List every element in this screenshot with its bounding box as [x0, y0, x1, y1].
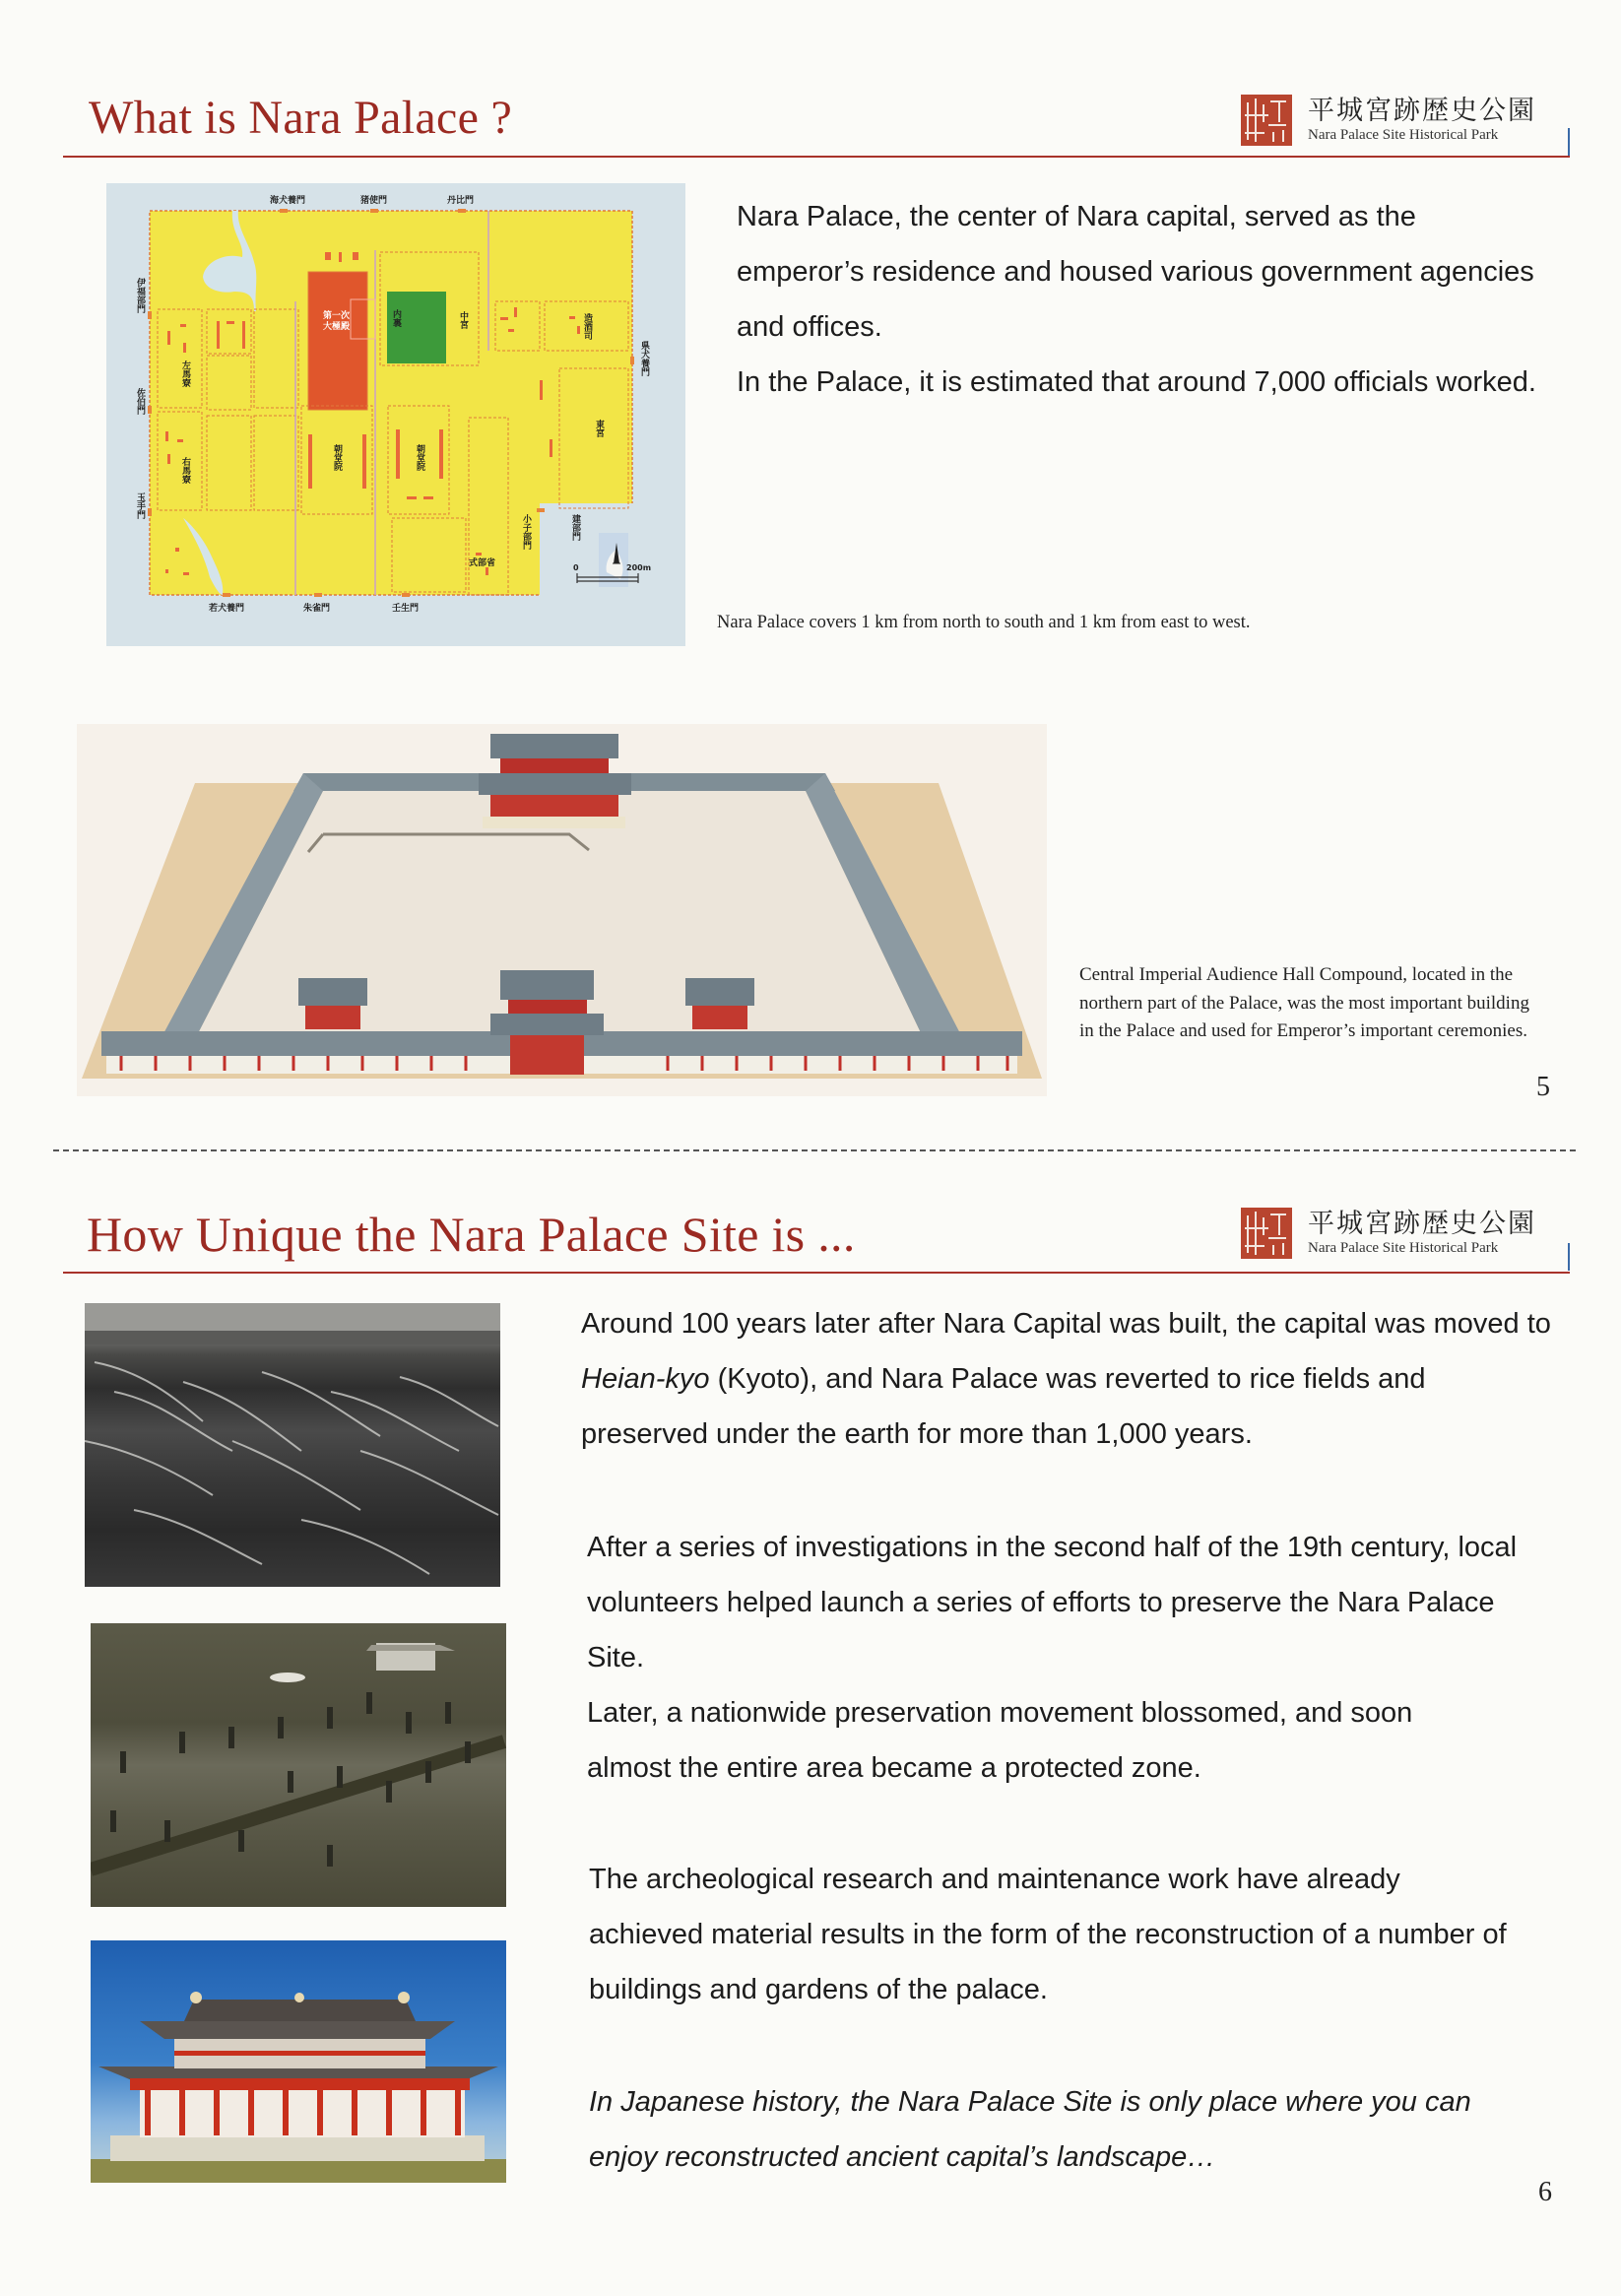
page-title: What is Nara Palace ? — [89, 92, 513, 144]
map-label-dairi: 内裏 — [391, 309, 401, 327]
intro-paragraph-1: Nara Palace, the center of Nara capital, served as the emperor’s residence and housed various government agencies and offices. — [737, 201, 1534, 343]
map-label-gate: 壬生門 — [392, 604, 420, 614]
map-label-gate: 玉手門 — [135, 492, 145, 519]
page-number: 5 — [1536, 1072, 1550, 1102]
page-separator — [53, 1149, 1576, 1151]
map-label-gate: 海犬養門 — [270, 196, 306, 206]
park-logo — [1241, 1208, 1536, 1259]
history-paragraph-1 — [581, 1296, 1556, 1462]
history-paragraph-5: In Japanese history, the Nara Palace Site is only place where you can enjoy reconstructed ancient capital’s landscape… — [589, 2086, 1471, 2173]
history-paragraph-4: The archeological research and maintenance work have already achieved material results in the form of the reconstruction of a number of buildings and gardens of the palace. — [589, 1864, 1507, 2005]
margin-mark — [1568, 128, 1570, 156]
scale-start-label: 0 — [573, 563, 579, 572]
logo-english-name: Nara Palace Site Historical Park — [1308, 127, 1499, 144]
map-label-samaryo: 左馬寮 — [180, 361, 190, 387]
park-logo-icon — [1241, 1208, 1292, 1259]
history-paragraph-3: Later, a nationwide preservation movement blossomed, and soon almost the entire area became a protected zone. — [587, 1697, 1413, 1784]
map-label-gate: 佐伯門 — [135, 388, 145, 415]
map-label-shikibusho: 式部省 — [469, 558, 496, 568]
palace-map-graphic — [106, 183, 685, 646]
logo-japanese-name: 平城宮跡歴史公園 — [1308, 95, 1536, 126]
map-label-daigokuden-line2: 大極殿 — [323, 322, 351, 332]
map-label-gate: 県犬養門 — [639, 341, 649, 376]
pampas-grass-photo — [85, 1303, 500, 1587]
map-label-gate: 若犬養門 — [209, 604, 245, 614]
palace-map — [106, 183, 685, 646]
scale-end-label: 200m — [626, 563, 652, 572]
heian-kyo-term: Heian-kyo — [581, 1363, 710, 1395]
title-rule — [63, 156, 1570, 158]
map-label-sakanotsukasa: 造酒司 — [582, 313, 592, 340]
reconstructed-audience-hall-graphic — [91, 1940, 506, 2183]
logo-english-name: Nara Palace Site Historical Park — [1308, 1240, 1499, 1257]
map-label-gate: 小子部門 — [521, 514, 531, 550]
map-label-chugu: 中宮 — [458, 311, 468, 329]
history-paragraph-2: After a series of investigations in the second half of the 19th century, local volunteers helped launch a series of efforts to preserve the Nara Palace Site. — [587, 1532, 1518, 1673]
map-label-daigokuden — [323, 311, 350, 333]
history-paragraph-1-part2: (Kyoto), and Nara Palace was reverted to rice fields and preserved under the earth for more than 1,000 years. — [581, 1363, 1426, 1450]
park-logo-icon — [1241, 95, 1292, 146]
intro-text — [737, 189, 1544, 410]
map-label-gate: 朱雀門 — [303, 604, 331, 614]
section-title: How Unique the Nara Palace Site is ... — [87, 1207, 856, 1262]
map-label-chodoin: 朝堂院 — [415, 444, 424, 471]
map-label-gate: 猪使門 — [360, 196, 388, 206]
audience-hall-model-photo — [77, 724, 1047, 1096]
history-paragraph-1-part1: Around 100 years later after Nara Capital was built, the capital was moved to — [581, 1308, 1551, 1340]
map-label-gate: 伊福部門 — [135, 278, 145, 313]
reconstructed-audience-hall-photo — [91, 1940, 506, 2183]
park-logo — [1241, 95, 1536, 146]
excavation-volunteers-graphic — [91, 1623, 506, 1907]
page-number: 6 — [1538, 2177, 1552, 2207]
map-caption: Nara Palace covers 1 km from north to south and 1 km from east to west. — [717, 613, 1251, 632]
pampas-grass-graphic — [85, 1303, 500, 1587]
map-label-togu: 東宮 — [594, 420, 604, 437]
map-label-chodoin: 朝堂院 — [332, 444, 342, 471]
title-rule — [63, 1272, 1570, 1274]
audience-hall-model-graphic — [77, 724, 1047, 1096]
intro-paragraph-2: In the Palace, it is estimated that around 7,000 officials worked. — [737, 366, 1536, 398]
excavation-volunteers-photo — [91, 1623, 506, 1907]
map-label-gate: 建部門 — [570, 514, 580, 541]
map-label-umaryo: 右馬寮 — [180, 457, 190, 484]
logo-japanese-name: 平城宮跡歴史公園 — [1308, 1208, 1536, 1239]
margin-mark — [1568, 1243, 1570, 1271]
model-caption: Central Imperial Audience Hall Compound, located in the northern part of the Palace, was the most important building in the Palace and used for Emperor’s important ceremonies. — [1079, 964, 1529, 1041]
map-label-gate: 丹比門 — [447, 196, 475, 206]
map-label-daigokuden-line1: 第一次 — [323, 311, 351, 321]
